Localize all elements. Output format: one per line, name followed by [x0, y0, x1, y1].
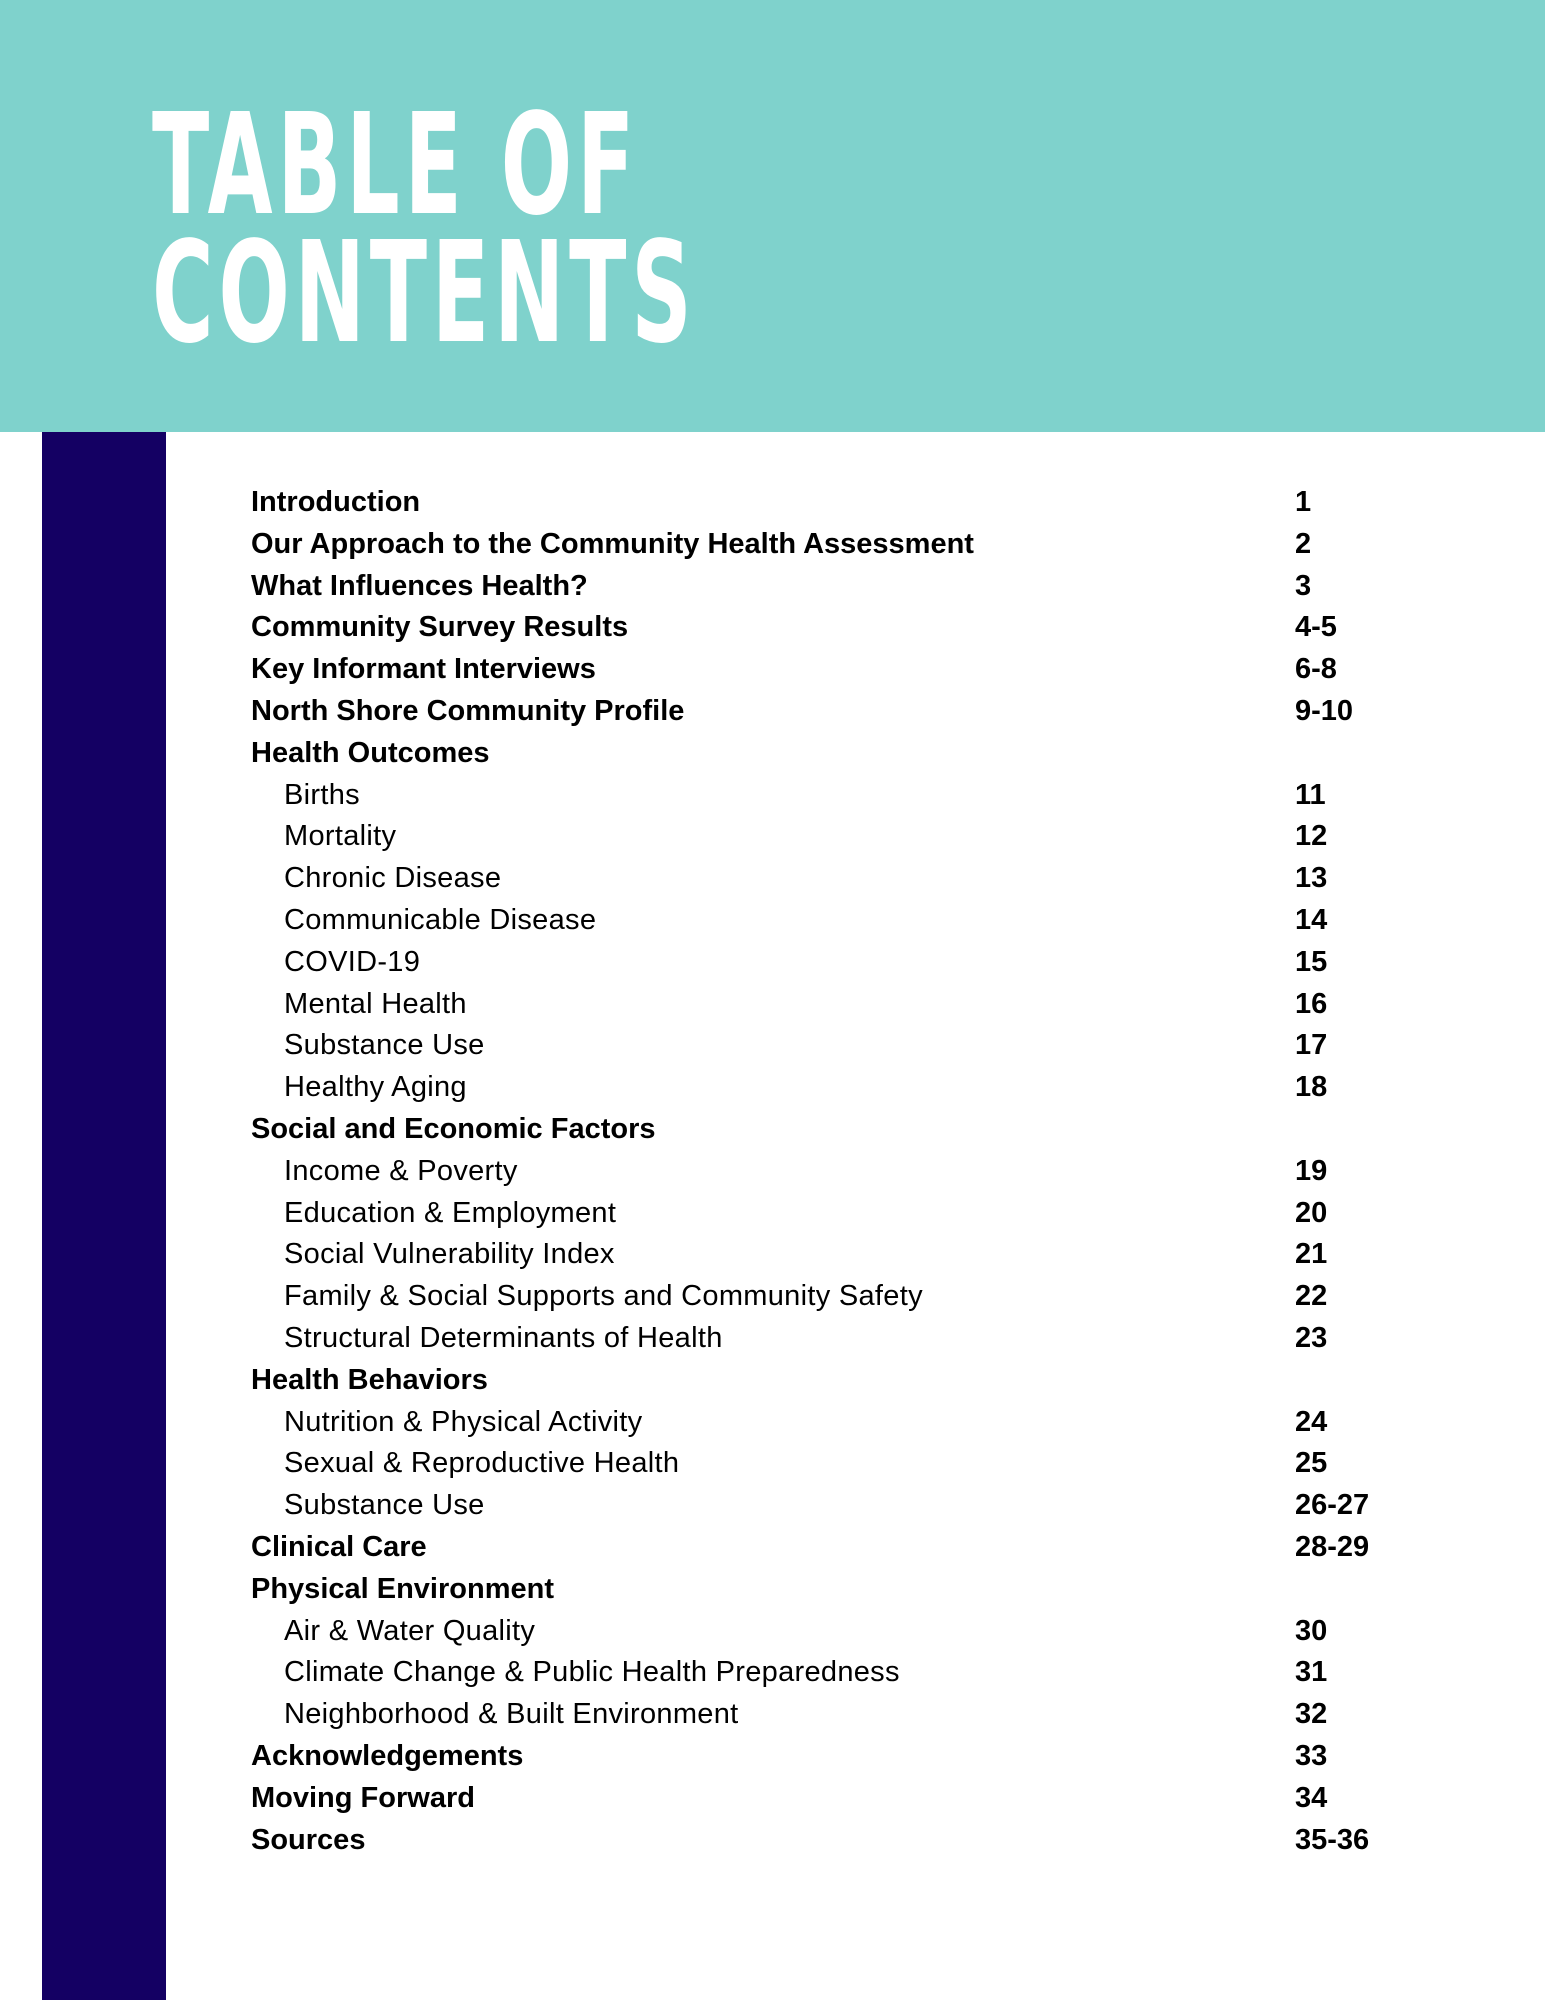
toc-entry-label: Key Informant Interviews — [251, 653, 596, 686]
toc-entry-page-number: 28-29 — [1295, 1530, 1370, 1563]
toc-entry-label: Our Approach to the Community Health Assessment — [251, 527, 974, 560]
toc-subsection-entry — [251, 942, 1471, 984]
toc-section-entry — [251, 566, 1471, 608]
toc-subsection-entry — [251, 1025, 1471, 1067]
page-title-line-2: CONTENTS — [152, 212, 697, 375]
toc-entry-page-number: 23 — [1295, 1321, 1328, 1354]
toc-entry-page-number: 22 — [1295, 1280, 1328, 1313]
toc-section-entry — [251, 482, 1471, 524]
toc-entry-label: Education & Employment — [284, 1196, 617, 1229]
header-banner — [0, 0, 1545, 432]
toc-entry-label: Sources — [251, 1823, 366, 1856]
toc-entry-label: Air & Water Quality — [284, 1614, 536, 1647]
toc-entry-page-number: 20 — [1295, 1196, 1328, 1229]
toc-entry-page-number: 14 — [1295, 903, 1328, 936]
toc-entry-label: Social and Economic Factors — [251, 1112, 656, 1145]
toc-subsection-entry — [251, 1485, 1471, 1527]
toc-entry-page-number: 34 — [1295, 1781, 1328, 1814]
toc-entry-page-number: 9-10 — [1295, 694, 1354, 727]
toc-entry-label: Introduction — [251, 486, 421, 518]
toc-section-entry — [251, 691, 1471, 733]
toc-entry-label: North Shore Community Profile — [251, 694, 685, 727]
toc-entry-page-number: 21 — [1295, 1238, 1328, 1271]
toc-section-entry — [251, 733, 1471, 775]
toc-entry-page-number: 32 — [1295, 1698, 1328, 1731]
sidebar-accent-bar — [42, 432, 166, 2000]
toc-entry-page-number: 6-8 — [1295, 653, 1337, 686]
toc-entry-label: Substance Use — [284, 1029, 485, 1062]
toc-section-entry — [251, 1527, 1471, 1569]
toc-entry-label: Substance Use — [284, 1489, 485, 1522]
toc-subsection-entry — [251, 1151, 1471, 1193]
toc-subsection-entry — [251, 1193, 1471, 1235]
toc-subsection-entry — [251, 816, 1471, 858]
toc-entry-page-number: 3 — [1295, 569, 1312, 602]
toc-entry-label: Health Outcomes — [251, 736, 490, 769]
toc-section-entry — [251, 1736, 1471, 1778]
toc-entry-label: Income & Poverty — [284, 1154, 518, 1187]
toc-entry-label: Healthy Aging — [284, 1071, 467, 1104]
toc-entry-label: Mental Health — [284, 987, 467, 1020]
toc-entry-label: Health Behaviors — [251, 1363, 488, 1396]
toc-subsection-entry — [251, 1402, 1471, 1444]
toc-subsection-entry — [251, 1652, 1471, 1694]
toc-entry-page-number: 16 — [1295, 987, 1328, 1020]
toc-entry-label: Physical Environment — [251, 1572, 554, 1605]
toc-subsection-entry — [251, 858, 1471, 900]
toc-subsection-entry — [251, 775, 1471, 817]
toc-entry-page-number: 30 — [1295, 1614, 1328, 1647]
toc-entry-label: Community Survey Results — [251, 611, 629, 644]
toc-entry-label: Births — [284, 778, 360, 811]
toc-entry-label: Nutrition & Physical Activity — [284, 1405, 643, 1438]
toc-entry-label: Mortality — [284, 820, 397, 853]
toc-subsection-entry — [251, 1318, 1471, 1360]
toc-entry-label: Acknowledgements — [251, 1739, 524, 1772]
toc-entry-page-number: 4-5 — [1295, 611, 1337, 644]
toc-section-entry — [251, 1360, 1471, 1402]
toc-entry-label: Structural Determinants of Health — [284, 1321, 723, 1354]
toc-section-entry — [251, 1109, 1471, 1151]
toc-entry-label: What Influences Health? — [251, 569, 588, 602]
toc-subsection-entry — [251, 900, 1471, 942]
toc-entry-label: Climate Change & Public Health Preparedness — [284, 1656, 900, 1689]
toc-entry-label: Moving Forward — [251, 1781, 475, 1814]
toc-entry-page-number: 24 — [1295, 1405, 1328, 1438]
toc-subsection-entry — [251, 984, 1471, 1026]
toc-section-entry — [251, 649, 1471, 691]
toc-entry-page-number: 2 — [1295, 527, 1312, 560]
toc-entry-label: Neighborhood & Built Environment — [284, 1698, 739, 1731]
page-title-line-1: TABLE OF — [152, 84, 640, 247]
toc-entry-page-number: 15 — [1295, 945, 1328, 978]
toc-entry-page-number: 25 — [1295, 1447, 1328, 1480]
toc-subsection-entry — [251, 1694, 1471, 1736]
toc-section-entry — [251, 1569, 1471, 1611]
toc-entry-label: Clinical Care — [251, 1530, 427, 1563]
toc-entry-label: Sexual & Reproductive Health — [284, 1447, 680, 1480]
toc-entry-page-number: 18 — [1295, 1071, 1328, 1104]
toc-entry-page-number: 13 — [1295, 862, 1328, 895]
toc-subsection-entry — [251, 1067, 1471, 1109]
toc-entry-label: Communicable Disease — [284, 903, 597, 936]
toc-entry-page-number: 31 — [1295, 1656, 1328, 1689]
toc-subsection-entry — [251, 1234, 1471, 1276]
toc-entry-page-number: 17 — [1295, 1029, 1328, 1062]
toc-section-entry — [251, 1820, 1471, 1862]
toc-section-entry — [251, 607, 1471, 649]
toc-entry-page-number: 35-36 — [1295, 1823, 1370, 1856]
toc-entry-page-number: 19 — [1295, 1154, 1328, 1187]
toc-subsection-entry — [251, 1611, 1471, 1653]
toc-section-entry — [251, 1778, 1471, 1820]
toc-entry-label: Chronic Disease — [284, 862, 502, 895]
table-of-contents — [251, 482, 1471, 1861]
toc-entry-page-number: 11 — [1295, 778, 1326, 811]
toc-subsection-entry — [251, 1443, 1471, 1485]
toc-entry-page-number: 1 — [1295, 486, 1312, 518]
toc-section-entry — [251, 524, 1471, 566]
toc-entry-label: Social Vulnerability Index — [284, 1238, 615, 1271]
toc-entry-page-number: 26-27 — [1295, 1489, 1370, 1522]
toc-entry-page-number: 12 — [1295, 820, 1328, 853]
toc-entry-label: COVID-19 — [284, 945, 421, 978]
toc-entry-label: Family & Social Supports and Community Safety — [284, 1280, 923, 1313]
toc-subsection-entry — [251, 1276, 1471, 1318]
toc-entry-page-number: 33 — [1295, 1739, 1328, 1772]
